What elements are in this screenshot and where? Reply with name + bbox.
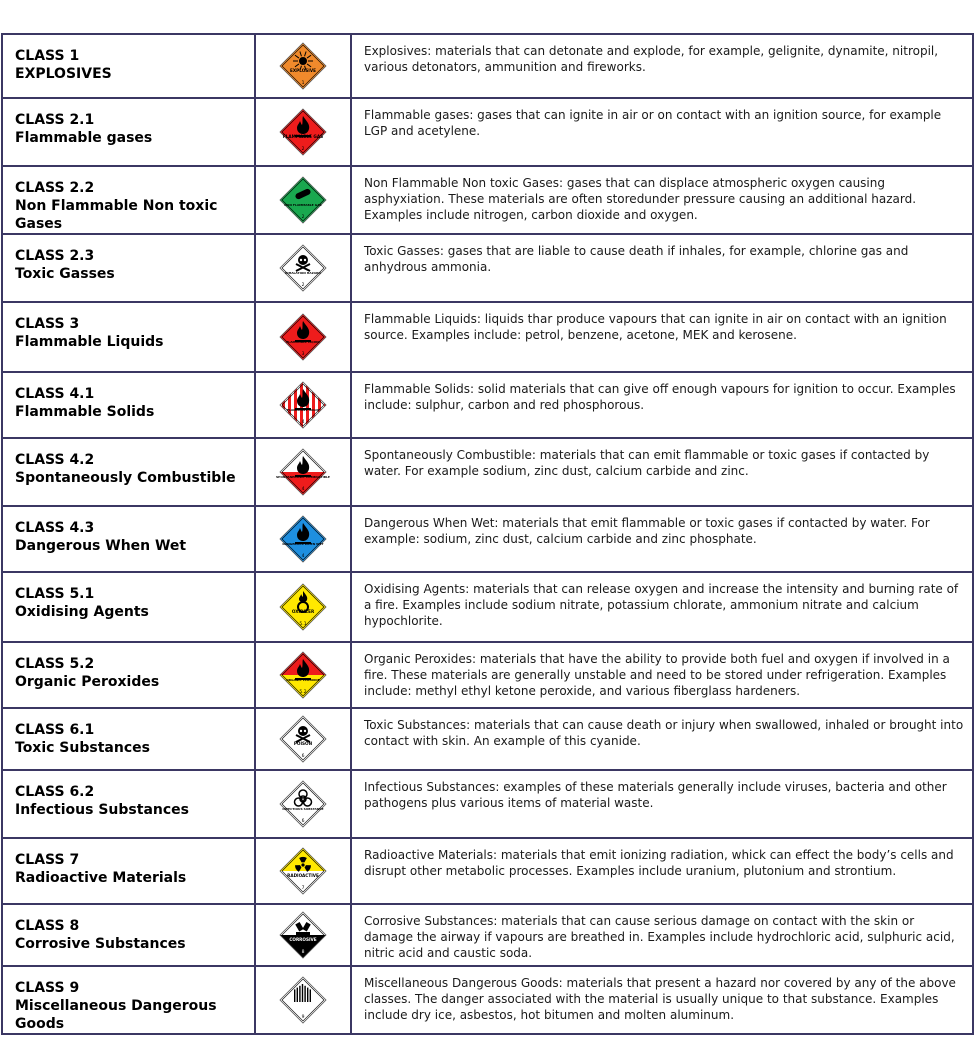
class-description: Explosives: materials that can detonate and explode, for example, gelignite, dynamite, nitropil, various detonators, ammunition and fireworks. — [364, 44, 939, 74]
placard-cell — [255, 506, 351, 572]
class-name: Toxic Gasses — [15, 266, 115, 282]
placard-label: NON FLAMMABLE GAS — [284, 203, 322, 207]
class-description: Flammable Solids: solid materials that can give off enough vapours for ignition to occur. Examples include: sulphur, carbon and red phosphorous. — [364, 382, 956, 412]
class-description: Flammable gases: gases that can ignite in air or on contact with an ignition source, for example LGP and acetylene. — [364, 108, 942, 138]
table-row — [2, 302, 973, 372]
hazard-placard — [279, 583, 327, 631]
class-name: Corrosive Substances — [15, 936, 186, 952]
hazard-placard — [279, 651, 327, 699]
class-number: CLASS 6.1 — [15, 722, 95, 738]
placard-cell — [255, 708, 351, 770]
class-name: Radioactive Materials — [15, 870, 187, 886]
class-number: CLASS 8 — [15, 918, 80, 934]
class-number: CLASS 4.1 — [15, 386, 95, 402]
hazard-placard — [279, 976, 327, 1024]
dangerous-goods-table — [1, 33, 974, 1035]
placard-cell — [255, 302, 351, 372]
placard-class-number: 4 — [301, 487, 305, 492]
class-cell — [2, 838, 255, 904]
placard-class-number: 2 — [301, 215, 305, 220]
placard-cell — [255, 904, 351, 966]
class-description: Miscellaneous Dangerous Goods: materials that present a hazard nor covered by any of the above classes. The danger associated with the material is usually unique to that substance. Examples include dry ice, asbestos, hot bitumen and molten aluminum. — [364, 976, 956, 1022]
description-cell — [351, 506, 973, 572]
placard-class-number: 2 — [301, 147, 305, 152]
description-cell — [351, 34, 973, 98]
class-description: Organic Peroxides: materials that have the ability to provide both fuel and oxygen if involved in a fire. These materials are generally unstable and need to be stored under refrigeration. Examples include: methyl ethyl ketone peroxide, and various fiberglass hardeners. — [364, 652, 950, 698]
class-name: Infectious Substances — [15, 802, 189, 818]
placard-class-number: 9 — [301, 1015, 305, 1020]
hazard-placard — [279, 381, 327, 429]
description-cell — [351, 302, 973, 372]
class-name: Toxic Substances — [15, 740, 150, 756]
description-cell — [351, 708, 973, 770]
class-number: CLASS 7 — [15, 852, 80, 868]
class-number: CLASS 6.2 — [15, 784, 95, 800]
class-number: CLASS 2.2 — [15, 180, 95, 196]
class-number: CLASS 4.3 — [15, 520, 95, 536]
class-cell — [2, 34, 255, 98]
class-cell — [2, 572, 255, 642]
placard-class-number: 2 — [301, 283, 305, 288]
class-number: CLASS 1 — [15, 48, 80, 64]
class-name: Dangerous When Wet — [15, 538, 187, 554]
class-name: Flammable Solids — [15, 404, 155, 420]
table-row — [2, 506, 973, 572]
description-cell — [351, 438, 973, 506]
class-cell — [2, 642, 255, 708]
class-description: Non Flammable Non toxic Gases: gases that can displace atmospheric oxygen causing asphyxiation. These materials are often storedunder pressure causing an additional hazard. Examples include nitrogen, carbon dioxide and oxygen. — [364, 176, 917, 222]
placard-label: OXIDIZER — [291, 609, 315, 614]
placard-class-number: 4 — [301, 420, 305, 425]
class-description: Toxic Substances: materials that can cause death or injury when swallowed, inhaled or brought into contact with skin. An example of this cyanide. — [364, 718, 964, 748]
class-description: Radioactive Materials: materials that emit ionizing radiation, whick can effect the body’s cells and disrupt other metabolic processes. Examples include uranium, plutonium and strontium. — [364, 848, 954, 878]
description-cell — [351, 372, 973, 438]
table-row — [2, 372, 973, 438]
placard-cell — [255, 838, 351, 904]
class-cell — [2, 302, 255, 372]
class-description: Flammable Liquids: liquids thar produce vapours that can ignite in air on contact with an ignition source. Examples include: petrol, benzene, acetone, MEK and kerosene. — [364, 312, 947, 342]
placard-label: FLAMMABLE GAS — [282, 134, 324, 139]
table-row — [2, 838, 973, 904]
class-cell — [2, 166, 255, 234]
table-row — [2, 438, 973, 506]
description-cell — [351, 98, 973, 166]
class-cell — [2, 438, 255, 506]
description-cell — [351, 642, 973, 708]
description-cell — [351, 234, 973, 302]
class-number: CLASS 4.2 — [15, 452, 95, 468]
table-row — [2, 166, 973, 234]
placard-cell — [255, 166, 351, 234]
placard-cell — [255, 770, 351, 838]
class-name: EXPLOSIVES — [15, 66, 112, 82]
class-name: Flammable gases — [15, 130, 153, 146]
class-name: Miscellaneous Dangerous Goods — [15, 998, 217, 1032]
placard-cell — [255, 572, 351, 642]
placard-class-number: 6 — [301, 819, 305, 824]
placard-class-number: 8 — [301, 950, 305, 955]
hazard-placard — [279, 715, 327, 763]
class-cell — [2, 770, 255, 838]
placard-class-number: 5.2 — [299, 690, 307, 695]
class-name: Oxidising Agents — [15, 604, 149, 620]
placard-cell — [255, 234, 351, 302]
class-name: Spontaneously Combustible — [15, 470, 236, 486]
placard-label: CORROSIVE — [289, 937, 317, 942]
placard-class-number: 5.1 — [299, 622, 307, 627]
placard-label: FLAMMABLE SOLID — [286, 408, 320, 412]
class-number: CLASS 3 — [15, 316, 80, 332]
class-number: CLASS 5.1 — [15, 586, 95, 602]
description-cell — [351, 770, 973, 838]
description-cell — [351, 166, 973, 234]
class-cell — [2, 234, 255, 302]
hazard-placard — [276, 448, 330, 496]
class-number: CLASS 2.1 — [15, 112, 95, 128]
table-row — [2, 572, 973, 642]
class-number: CLASS 2.3 — [15, 248, 95, 264]
hazard-placard — [279, 42, 327, 90]
class-cell — [2, 708, 255, 770]
table-row — [2, 98, 973, 166]
class-description: Spontaneously Combustible: materials that can emit flammable or toxic gases if contacted by water. For example sodium, zinc dust, calcium carbide and zinc. — [364, 448, 930, 478]
hazard-placard — [279, 176, 327, 224]
placard-label: INHALATION HAZARD — [285, 271, 321, 275]
placard-cell — [255, 98, 351, 166]
class-description: Corrosive Substances: materials that can cause serious damage on contact with the skin or damage the airway if vapours are breathed in. Examples include hydrochloric acid, sulphuric acid, nitric acid and caustic soda. — [364, 914, 955, 960]
description-cell — [351, 904, 973, 966]
class-description: Toxic Gasses: gases that are liable to cause death if inhales, for example, chlorine gas and anhydrous ammonia. — [364, 244, 909, 274]
description-cell — [351, 838, 973, 904]
class-description: Dangerous When Wet: materials that emit flammable or toxic gases if contacted by water. For example: sodium, zinc dust, calcium carbide and zinc phosphate. — [364, 516, 930, 546]
placard-cell — [255, 642, 351, 708]
placard-label: INFECTIOUS SUBSTANCE — [282, 807, 324, 811]
class-cell — [2, 98, 255, 166]
table-row — [2, 966, 973, 1034]
class-cell — [2, 372, 255, 438]
class-name: Organic Peroxides — [15, 674, 160, 690]
placard-class-number: 4 — [301, 554, 305, 559]
placard-label: FLAMMABLE LIQUID — [286, 340, 320, 344]
placard-class-number: 6 — [301, 754, 305, 759]
hazard-placard — [279, 847, 327, 895]
table-row — [2, 904, 973, 966]
class-cell — [2, 966, 255, 1034]
placard-label: SPONTANEOUSLY COMBUSTIBLE — [276, 475, 330, 479]
table-row — [2, 34, 973, 98]
placard-cell — [255, 372, 351, 438]
class-name: Non Flammable Non toxic Gases — [15, 198, 218, 232]
placard-cell — [255, 34, 351, 98]
placard-class-number: 7 — [301, 886, 305, 891]
class-description: Oxidising Agents: materials that can release oxygen and increase the intensity and burning rate of a fire. Examples include sodium nitrate, potassium chlorate, ammonium nitrate and calcium hypochlorite. — [364, 582, 959, 628]
class-cell — [2, 506, 255, 572]
hazard-placard — [279, 108, 327, 156]
class-number: CLASS 9 — [15, 980, 80, 996]
class-name: Flammable Liquids — [15, 334, 164, 350]
hazard-placard — [279, 313, 327, 361]
table-row — [2, 770, 973, 838]
class-number: CLASS 5.2 — [15, 656, 95, 672]
placard-label: EXPLOSIVE — [290, 68, 316, 73]
class-description: Infectious Substances: examples of these materials generally include viruses, bacteria and other pathogens plus various items of material waste. — [364, 780, 947, 810]
hazard-placard — [279, 911, 327, 959]
placard-label: RADIOACTIVE — [287, 873, 319, 878]
placard-label: DANGEROUS WHEN WET — [282, 542, 324, 546]
hazard-placard — [279, 515, 327, 563]
hazard-placard — [279, 780, 327, 828]
description-cell — [351, 572, 973, 642]
table-row — [2, 642, 973, 708]
class-cell — [2, 904, 255, 966]
placard-class-number: 1 — [301, 81, 305, 86]
placard-label: ORGANIC PEROXIDE — [286, 678, 320, 682]
table-row — [2, 234, 973, 302]
placard-cell — [255, 966, 351, 1034]
description-cell — [351, 966, 973, 1034]
placard-cell — [255, 438, 351, 506]
placard-label: POISON — [293, 741, 313, 746]
table-row — [2, 708, 973, 770]
placard-class-number: 3 — [301, 352, 305, 357]
hazard-placard — [279, 244, 327, 292]
